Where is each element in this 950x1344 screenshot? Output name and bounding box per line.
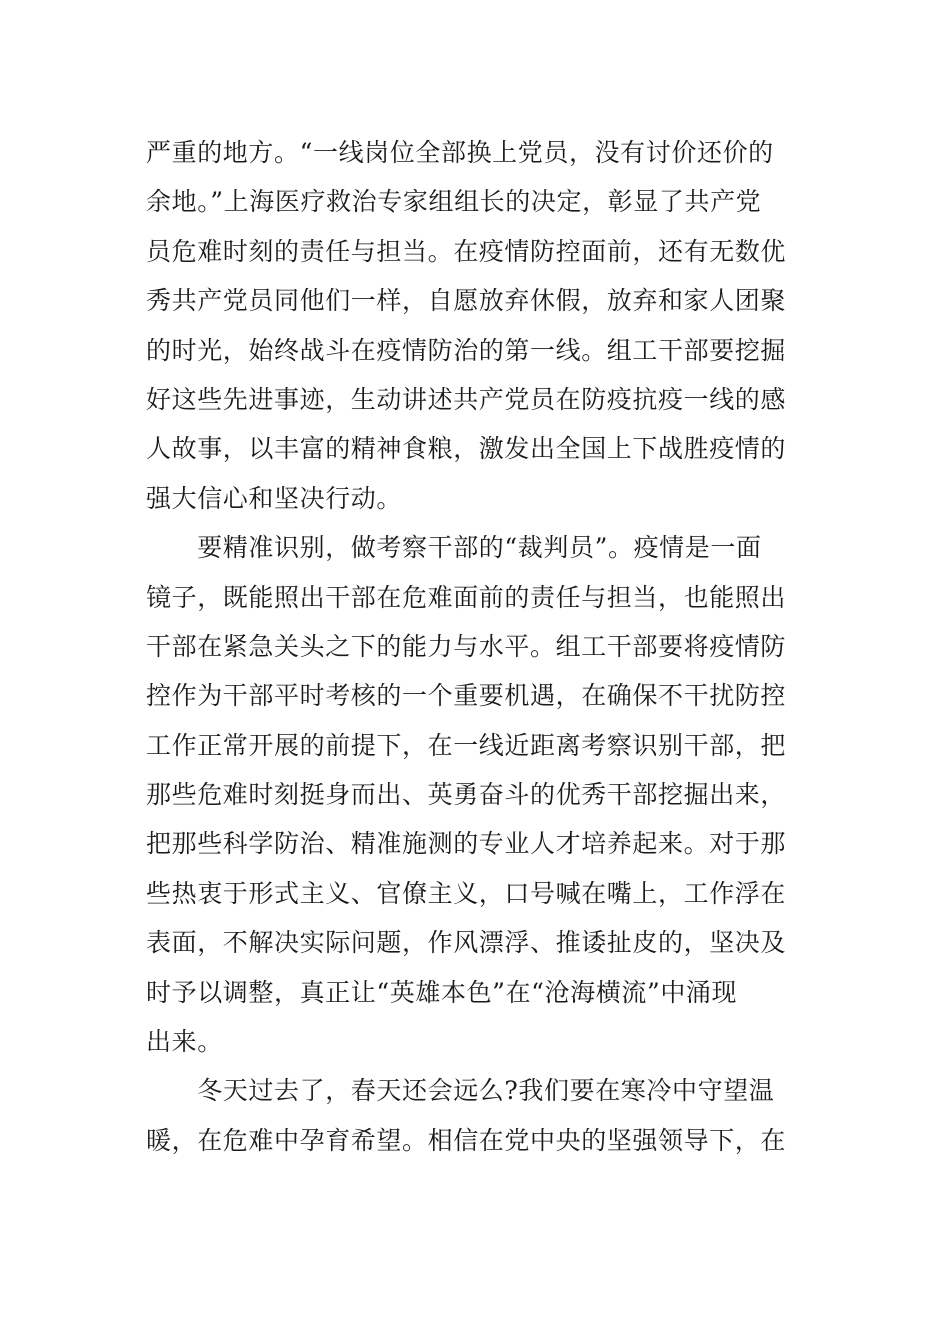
text-line: 那些危难时刻挺身而出、英勇奋斗的优秀干部挖掘出来， bbox=[146, 780, 787, 810]
text-line: 员危难时刻的责任与担当。在疫情防控面前，还有无数优 bbox=[146, 236, 787, 266]
text-line: 严重的地方。“一线岗位全部换上党员，没有讨价还价的 bbox=[146, 138, 774, 167]
text-line: 强大信心和坚决行动。 bbox=[146, 483, 403, 513]
text-line: 些热衷于形式主义、官僚主义，口号喊在嘴上，工作浮在 bbox=[146, 878, 787, 908]
paragraph-start-line: 冬天过去了，春天还会远么?我们要在寒冷中守望温 bbox=[146, 1076, 775, 1106]
text-line: 余地。”上海医疗救治专家组组长的决定，彰显了共产党 bbox=[146, 187, 762, 217]
text-line: 出来。 bbox=[146, 1027, 223, 1057]
text-line: 时予以调整，真正让“英雄本色”在“沧海横流”中涌现 bbox=[146, 977, 738, 1007]
text-line: 好这些先进事迹，生动讲述共产党员在防疫抗疫一线的感 bbox=[146, 384, 787, 414]
text-line: 表面，不解决实际问题，作风漂浮、推诿扯皮的，坚决及 bbox=[146, 928, 787, 958]
text-line: 工作正常开展的前提下，在一线近距离考察识别干部，把 bbox=[146, 730, 787, 760]
text-line: 秀共产党员同他们一样，自愿放弃休假，放弃和家人团聚 bbox=[146, 286, 787, 316]
paragraph-start-line: 要精准识别，做考察干部的“裁判员”。疫情是一面 bbox=[146, 533, 762, 563]
text-line: 干部在紧急关头之下的能力与水平。组工干部要将疫情防 bbox=[146, 631, 787, 661]
text-line: 人故事，以丰富的精神食粮，激发出全国上下战胜疫情的 bbox=[146, 434, 787, 464]
text-line: 控作为干部平时考核的一个重要机遇，在确保不干扰防控 bbox=[146, 681, 787, 711]
text-line: 把那些科学防治、精准施测的专业人才培养起来。对于那 bbox=[146, 829, 787, 859]
text-line: 镜子，既能照出干部在危难面前的责任与担当，也能照出 bbox=[146, 582, 787, 612]
text-line: 的时光，始终战斗在疫情防治的第一线。组工干部要挖掘 bbox=[146, 335, 787, 365]
text-line: 暖，在危难中孕育希望。相信在党中央的坚强领导下，在 bbox=[146, 1125, 787, 1155]
body-text bbox=[146, 128, 786, 1165]
